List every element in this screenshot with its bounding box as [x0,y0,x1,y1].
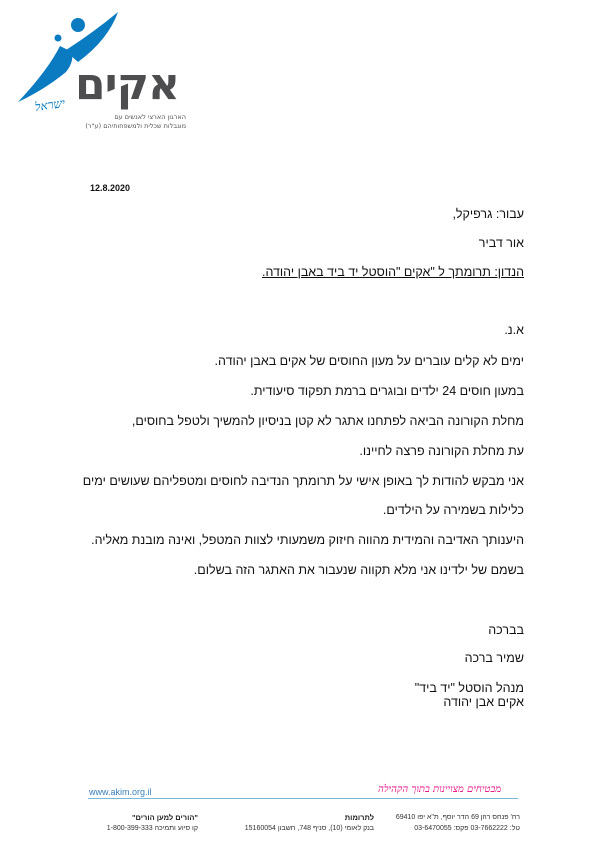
letter-date: 12.8.2020 [90,183,131,193]
logo-subtitle-line2: מוגבלות שכלית ולמשפחותיהם (ע"ר) [85,122,186,130]
footer-parents-title: "הורים למען הורים" [131,813,198,822]
recipient-name: אור דביר [478,236,524,250]
logo-script-text: ישראל [33,95,66,115]
footer-phone-line: טל: 03-7662222 פקס: 03-6470055 [414,825,520,832]
paragraph-line: אני מבקש להודות לך באופן אישי על תרומתך הנדיבה לחוסים ומטפליהם שעושים ימים [82,474,524,488]
letter-subject: הנדון: תרומתך ל "אקים "הוסטל יד ביד באבן יהודה. [261,265,524,279]
footer-website-link[interactable]: www.akim.org.il [89,787,152,797]
paragraph-line: מחלת הקורונה הביאה לפתחנו אתגר לא קטן בניסיון להמשיך ולטפל בחוסים, [131,414,524,428]
akim-logo [8,10,188,130]
footer-motto: מבטיחים מצויינות בתוך הקהילה [378,784,502,795]
closing: בברכה [488,623,524,637]
logo-subtitle-line1: הארגון הארצי לאנשים עם [114,113,186,121]
paragraph-line: בשמם של ילדינו אני מלא תקווה שנעבור את האתגר הזה בשלום. [193,563,524,577]
signer-org: אקים אבן יהודה [443,695,524,709]
footer-donations-block [245,812,374,834]
salutation: א.נ. [504,323,524,337]
footer-parents-line: קו סיוע ותמיכה 1-800-399-333 [106,825,198,832]
footer-divider [88,798,518,799]
signer-name: שמיר ברכה [464,651,524,665]
footer-address-block [396,812,520,834]
signer-title: מנהל הוסטל "יד ביד" [414,681,524,695]
paragraph-line: במעון חוסים 24 ילדים ובוגרים ברמת תפקוד סיעודית. [250,384,524,398]
footer-parents-block [107,812,198,834]
paragraph-line: עת מחלת הקורונה פרצה לחיינו. [359,444,524,458]
footer-donations-line: בנק לאומי (10), סניף 748, חשבון 15160054 [244,825,374,832]
footer-address-line: רח' פנחס רוזן 69 הדר יוסף, ת"א יפו 69410 [395,814,520,821]
recipient-company: עבור: גרפיקל, [452,207,524,221]
paragraph-line: כלילות בשמירה על הילדים. [382,503,524,517]
logo-wordmark: אקים [74,59,180,110]
footer-donations-title: לתרומות [344,813,374,822]
paragraph-line: היענותך האדיבה והמידית מהווה חיזוק משמעותי לצוות המטפל, ואינה מובנת מאליה. [91,533,524,547]
paragraph-line: ימים לא קלים עוברים על מעון החוסים של אקים באבן יהודה. [214,354,524,368]
